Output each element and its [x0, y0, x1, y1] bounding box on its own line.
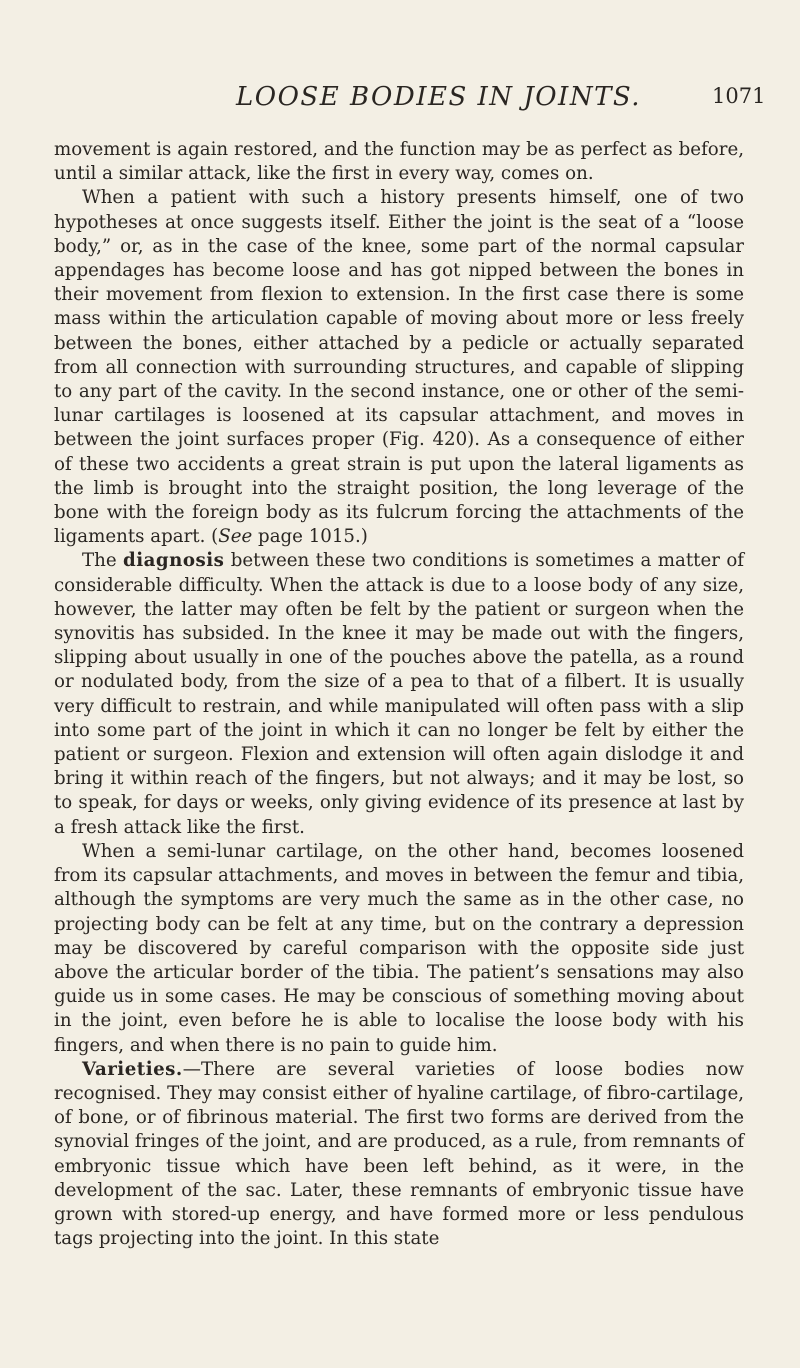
running-head-title: LOOSE BODIES IN JOINTS.	[236, 82, 642, 112]
paragraph-diagnosis	[54, 549, 744, 839]
body-text	[54, 138, 744, 1251]
paragraph-continuation	[54, 138, 744, 186]
paragraph-varieties	[54, 1058, 744, 1252]
paragraph-text: between these two conditions is sometimes a matter of considerable difficulty. When the attack is due to a loose body of any size, however, the latter may often be felt by the patient or surgeon when the synovitis has subsided. In the knee it may be made out with the fingers, slipping about usually in one of the pouches above the patella, as a round or nodulated body, from the size of a pea to that of a filbert. It is usually very difficult to restrain, and while manipulated will often pass with a slip into some part of the joint in which it can no longer be felt by either the patient or surgeon. Flexion and extension will often again dislodge it and bring it within reach of the fingers, but not always; and it may be lost, so to speak, for days or weeks, only giving evidence of its presence at last by a fresh attack like the first.	[54, 550, 744, 838]
paragraph-lead: The	[82, 550, 123, 572]
running-head	[0, 82, 800, 122]
section-heading-varieties: Varieties.	[82, 1058, 183, 1080]
section-heading-diagnosis: diagnosis	[122, 550, 225, 572]
paragraph-text: —There are several varieties of loose bodies now recognised. They may consist either of hyaline cartilage, of fibro-cartilage, of bone, or of fibrinous material. The first two forms are derived from the synovial fringes of the joint, and are produced, as a rule, from remnants of embryonic tissue which have been left behind, as it were, in the development of the sac. Later, these remnants of embryonic tissue have grown with stored-up energy, and have formed more or less pendulous tags projecting into the joint. In this state	[54, 1058, 744, 1250]
paragraph-text-end: page 1015.)	[252, 526, 368, 548]
cross-reference-see: See	[218, 526, 253, 548]
page-number: 1071	[712, 84, 766, 108]
paragraph-hypotheses	[54, 186, 744, 549]
paragraph-text: When a semi-lunar cartilage, on the other hand, becomes loosened from its capsular attachments, and moves in between the femur and tibia, although the symptoms are very much the same as in the other case, no projecting body can be felt at any time, but on the contrary a depression may be discovered by careful comparison with the opposite side just above the articular border of the tibia. The patient’s sensations may also guide us in some cases. He may be conscious of something moving about in the joint, even before he is able to localise the loose body with his fingers, and when there is no pain to guide him.	[54, 840, 744, 1056]
paragraph-semilunar	[54, 840, 744, 1058]
paragraph-text: When a patient with such a history presents himself, one of two hypotheses at once suggests itself. Either the joint is the seat of a “loose body,” or, as in the case of the knee, some part of the normal capsular appendages has become loose and has got nipped between the bones in their movement from flexion to extension. In the first case there is some mass within the articulation capable of moving about more or less freely between the bones, either attached by a pedicle or actually separated from all connection with surrounding structures, and capable of slipping to any part of the cavity. In the second instance, one or other of the semi-lunar cartilages is loosened at its capsular attachment, and moves in between the joint surfaces proper (Fig. 420). As a consequence of either of these two accidents a great strain is put upon the lateral ligaments as the limb is brought into the straight position, the long leverage of the bone with the foreign body as its fulcrum forcing the attachments of the ligaments apart. (	[54, 187, 744, 548]
paragraph-text: movement is again restored, and the function may be as perfect as before, until a similar attack, like the first in every way, comes on.	[54, 139, 744, 185]
